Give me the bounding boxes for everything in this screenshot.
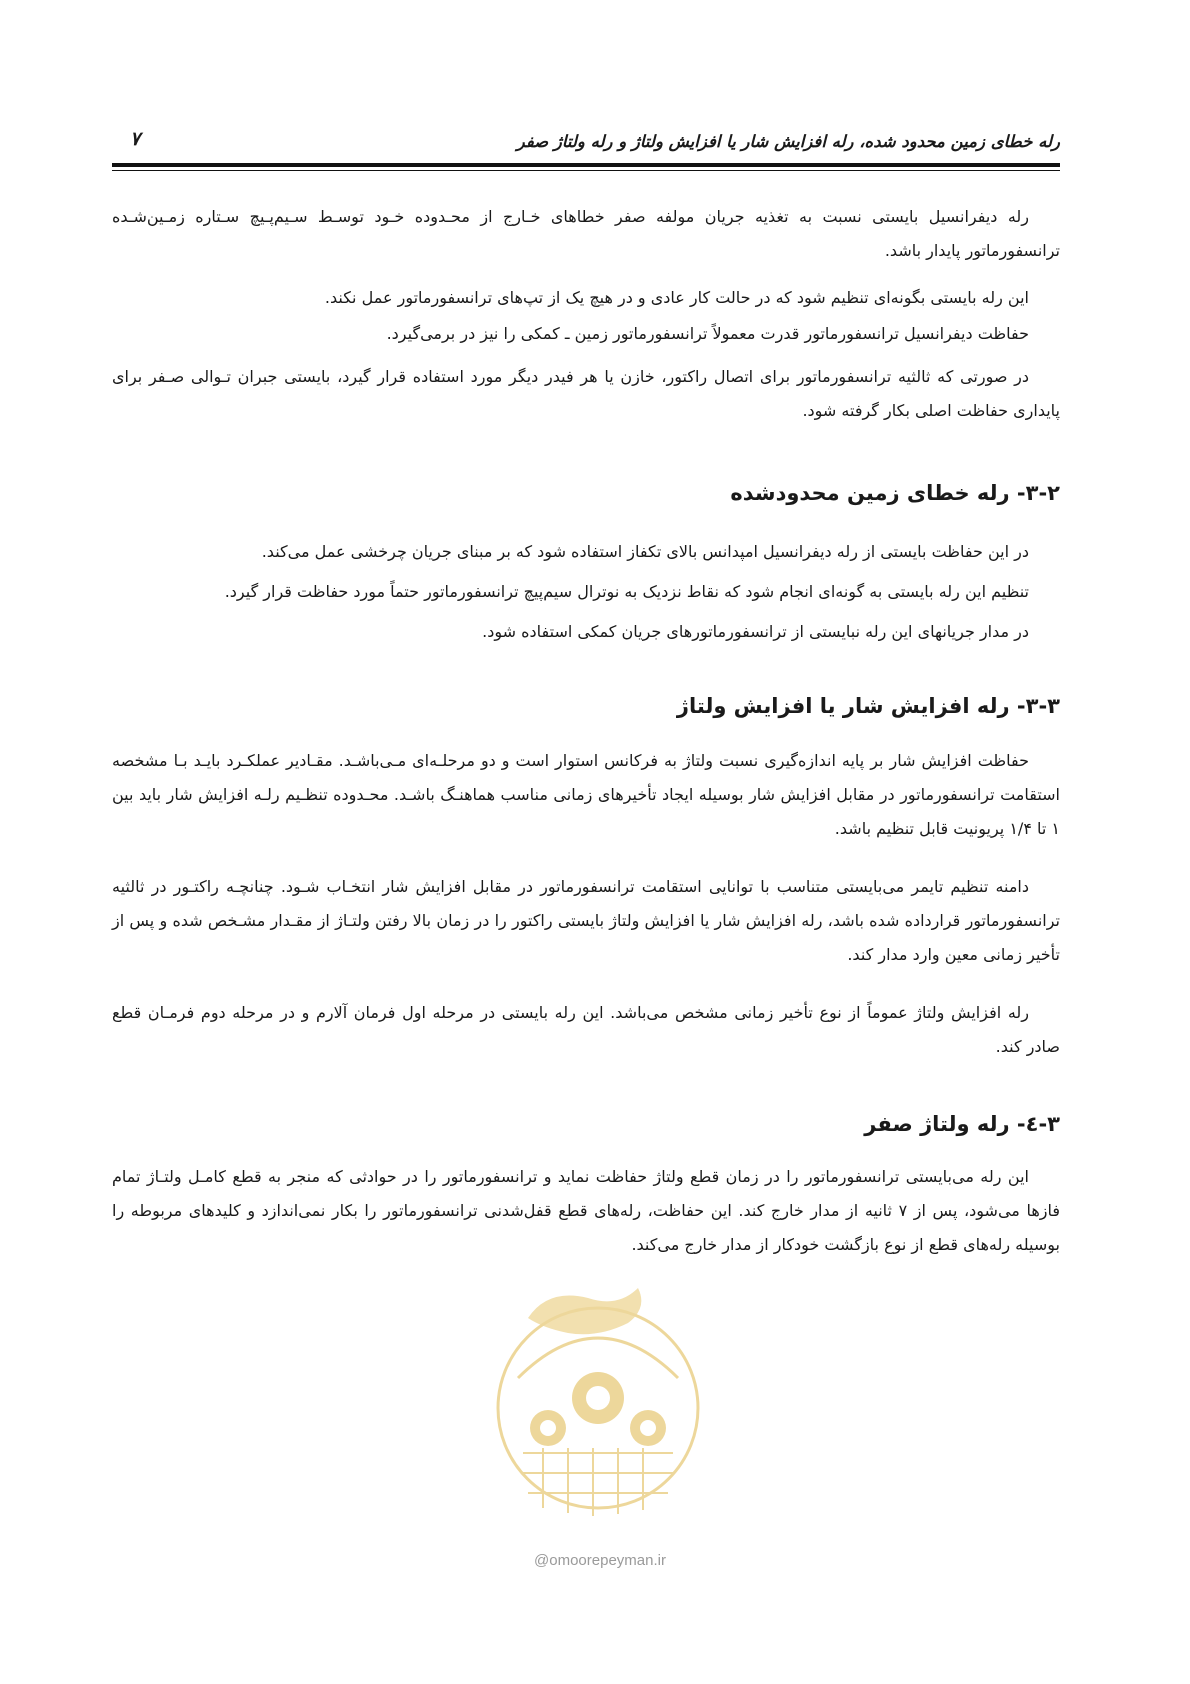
section-heading-3-3: ۳-۳- رله افزایش شار یا افزایش ولتاژ bbox=[676, 694, 1060, 718]
intro-paragraph-4: در صورتی که ثالثیه ترانسفورماتور برای اتصال راکتور، خازن یا هر فیدر دیگر مورد استفاده قرار گیرد، بایستی جبران تـوالی صـفر برای پایداری حفاظت اصلی بکار گرفته شود. bbox=[112, 367, 1060, 420]
section-3-3-paragraph-2: دامنه تنظیم تایمر می‌بایستی متناسب با توانایی استقامت ترانسفورماتور در مقابل افزایش شار انتخـاب شـود. چنانچـه راکتـور در ثالثیه ترانسفورماتور قرارداده شده باشد، رله افزایش شار یا افزایش ولتاژ بایستی راکتور را در زمان بالا رفتن ولتـاژ از مقـدار مشـخص شده و پس از تأخیر زمانی معین وارد مدار کند. bbox=[112, 877, 1060, 964]
watermark-url: @omoorepeyman.ir bbox=[534, 1552, 666, 1569]
intro-line-2: این رله بایستی بگونه‌ای تنظیم شود که در حالت کار عادی و در هیچ یک از تپ‌های ترانسفورماتور عمل نکند. bbox=[324, 288, 1029, 307]
header-rule-thick bbox=[112, 163, 1060, 167]
running-header bbox=[112, 128, 1060, 164]
intro-line-3: حفاظت دیفرانسیل ترانسفورماتور قدرت معمولاً ترانسفورماتور زمین ـ کمکی را نیز در برمی‌گیرد. bbox=[386, 324, 1029, 343]
section-3-2-line-3: در مدار جریانهای این رله نبایستی از ترانسفورماتورهای جریان کمکی استفاده شود. bbox=[482, 622, 1029, 641]
section-heading-3-2: ۳-۲- رله خطای زمین محدودشده bbox=[730, 481, 1060, 505]
header-rule-thin bbox=[112, 170, 1060, 171]
page-number: ۷ bbox=[130, 128, 141, 150]
section-heading-3-4: ۳-٤- رله ولتاژ صفر bbox=[864, 1112, 1060, 1136]
intro-paragraph-1: رله دیفرانسیل بایستی نسبت به تغذیه جریان مولفه صفر خطاهای خـارج از محـدوده خـود توسـط سـیم‌پـیچ سـتاره زمـین‌شـده ترانسفورماتور پایدار باشد. bbox=[112, 207, 1060, 260]
section-3-2-line-2: تنظیم این رله بایستی به گونه‌ای انجام شود که نقاط نزدیک به نوترال سیم‌پیچ ترانسفورماتور حتماً مورد حفاظت قرار گیرد. bbox=[224, 582, 1029, 601]
section-3-3-paragraph-1: حفاظت افزایش شار بر پایه اندازه‌گیری نسبت ولتاژ به فرکانس استوار است و دو مرحلـه‌ای مـی‌باشـد. مقـادیر عملکـرد بایـد بـا مشخصه استقامت ترانسفورماتور در مقابل افزایش شار بوسیله ایجاد تأخیرهای زمانی مناسب هماهنـگ باشـد. محـدوده تنظـیم رلـه افزایش شار باید بین ۱ تا ۱/۴ پریونیت قابل تنظیم باشد. bbox=[112, 751, 1060, 838]
watermark-logo bbox=[488, 1258, 708, 1558]
section-3-4-paragraph-1: این رله می‌بایستی ترانسفورماتور را در زمان قطع ولتاژ حفاظت نماید و ترانسفورماتور را در حوادثی که منجر به قطع کامـل ولتـاژ تمام فازها می‌شود، پس از ۷ ثانیه از مدار خارج کند. این حفاظت، رله‌های قطع قفل‌شدنی ترانسفورماتور را بکار نمی‌اندازد و کلیدهای مربوطه را بوسیله رله‌های قطع از نوع بازگشت خودکار از مدار خارج می‌کند. bbox=[112, 1167, 1061, 1254]
running-header-title: رله خطای زمین محدود شده، رله افزایش شار یا افزایش ولتاژ و رله ولتاژ صفر bbox=[516, 132, 1060, 151]
section-3-3-paragraph-3: رله افزایش ولتاژ عموماً از نوع تأخیر زمانی مشخص می‌باشد. این رله بایستی در مرحله اول فرمان آلارم و در مرحله دوم فرمـان قطع صادر کند. bbox=[112, 1003, 1060, 1056]
section-3-2-line-1: در این حفاظت بایستی از رله دیفرانسیل امپدانس بالای تکفاز استفاده شود که بر مبنای جریان چرخشی عمل می‌کند. bbox=[261, 542, 1029, 561]
